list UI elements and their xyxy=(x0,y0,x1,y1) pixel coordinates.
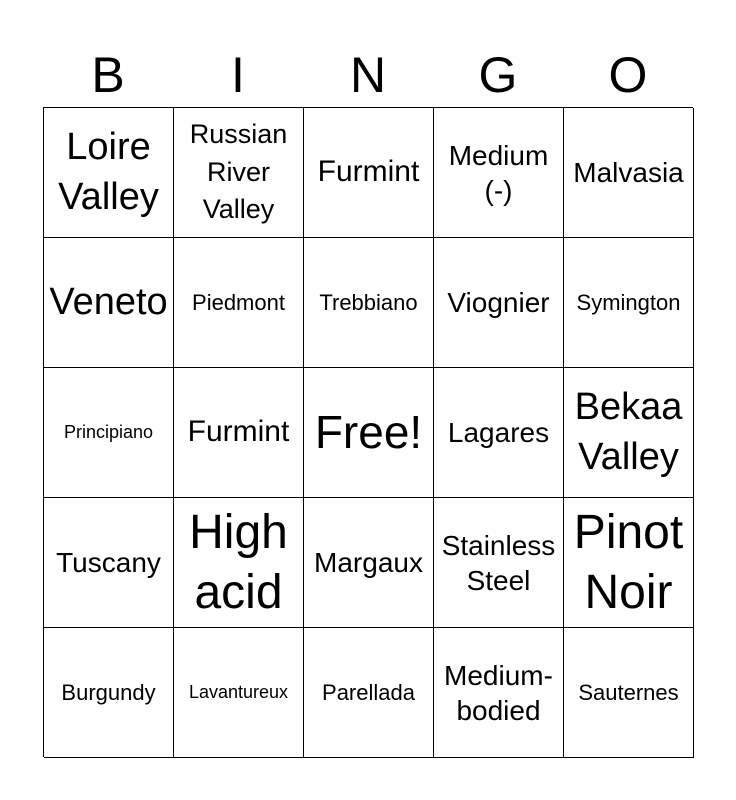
cell-label: Malvasia xyxy=(573,157,684,188)
bingo-cell[interactable] xyxy=(564,628,694,758)
cell-label: Principiano xyxy=(63,422,154,443)
bingo-cell[interactable] xyxy=(174,238,304,368)
bingo-cell[interactable] xyxy=(304,238,434,368)
cell-label: Margaux xyxy=(314,547,423,578)
cell-label: Loire Valley xyxy=(58,126,159,218)
bingo-cell[interactable] xyxy=(434,368,564,498)
cell-label: Tuscany xyxy=(56,547,161,578)
bingo-cell[interactable] xyxy=(304,498,434,628)
bingo-cell[interactable] xyxy=(44,238,174,368)
cell-label: Viognier xyxy=(447,287,550,318)
bingo-cell[interactable] xyxy=(564,498,694,628)
cell-label: Pinot Noir xyxy=(573,505,684,619)
bingo-cell[interactable] xyxy=(564,108,694,238)
bingo-cell[interactable] xyxy=(434,628,564,758)
header-letter-b: B xyxy=(91,47,125,103)
header-letter-g: G xyxy=(478,47,518,103)
free-space-label: Free! xyxy=(314,405,423,458)
cell-label: Parellada xyxy=(322,679,415,705)
cell-label: Lavantureux xyxy=(188,682,289,703)
cell-label: Sauternes xyxy=(578,679,679,705)
header-letter-n: N xyxy=(349,47,387,103)
header-letter-o: O xyxy=(608,47,648,103)
bingo-cell[interactable] xyxy=(564,368,694,498)
bingo-cell[interactable] xyxy=(174,108,304,238)
bingo-cell[interactable] xyxy=(44,498,174,628)
bingo-cell[interactable] xyxy=(44,368,174,498)
bingo-cell[interactable] xyxy=(174,368,304,498)
bingo-cell[interactable] xyxy=(434,238,564,368)
bingo-cell[interactable] xyxy=(44,628,174,758)
bingo-cell[interactable] xyxy=(174,628,304,758)
cell-label: High acid xyxy=(189,505,288,619)
bingo-cell[interactable] xyxy=(434,498,564,628)
cell-label: Trebbiano xyxy=(319,289,418,315)
cell-label: Burgundy xyxy=(61,679,156,705)
bingo-cell[interactable] xyxy=(434,108,564,238)
bingo-cell[interactable] xyxy=(304,108,434,238)
cell-label: Stainless Steel xyxy=(441,529,556,596)
cell-label: Symington xyxy=(576,289,681,315)
cell-label: Furmint xyxy=(317,155,420,189)
cell-label: Medium (-) xyxy=(448,139,549,206)
bingo-cell[interactable] xyxy=(304,628,434,758)
bingo-cell[interactable] xyxy=(174,498,304,628)
cell-label: Veneto xyxy=(49,280,168,323)
bingo-cell[interactable] xyxy=(44,108,174,238)
cell-label: Piedmont xyxy=(192,289,285,315)
bingo-grid xyxy=(43,107,693,757)
cell-label: Russian River Valley xyxy=(189,118,288,225)
bingo-header xyxy=(43,45,693,105)
cell-label: Furmint xyxy=(187,415,290,449)
header-letter-i: I xyxy=(231,47,245,103)
cell-label: Lagares xyxy=(447,417,550,448)
cell-label: Bekaa Valley xyxy=(574,386,683,478)
free-space-cell[interactable] xyxy=(304,368,434,498)
bingo-cell[interactable] xyxy=(564,238,694,368)
cell-label: Medium- bodied xyxy=(444,659,553,726)
